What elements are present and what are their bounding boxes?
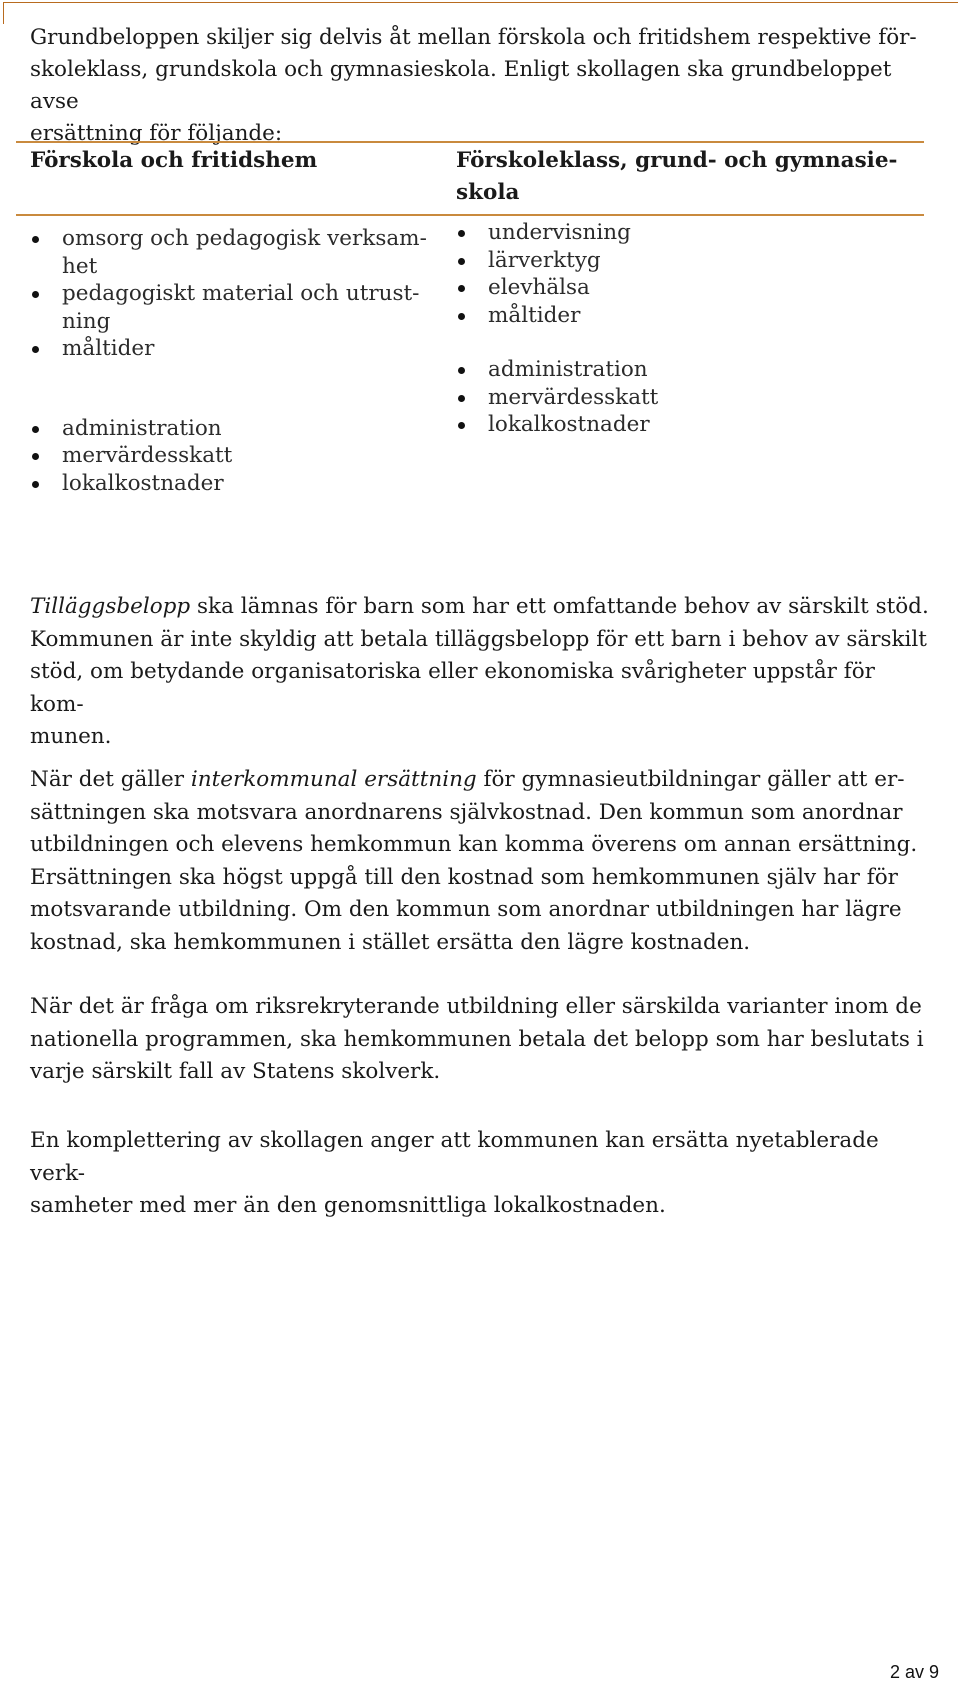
list-item: lärverktyg: [456, 247, 896, 275]
page-number: 2 av 9: [889, 1662, 939, 1682]
list-item: lokalkostnader: [456, 411, 896, 439]
right-heading-line: skola: [456, 180, 520, 205]
list-item: undervisning: [456, 219, 896, 247]
paragraph-tillaggsbelopp: Tilläggsbelopp ska lämnas för barn som har ett omfattande behov av särskilt stöd. Kommunen är inte skyldig att betala tilläggsbelopp för ett barn i behov av särskilt stöd, om betydande organisatoriska eller ekonomiska svårigheter uppstår för kom- munen.: [30, 594, 929, 749]
paragraph-interkommunal: När det gäller interkommunal ersättning för gymnasieutbildningar gäller att er- sättningen ska motsvara anordnarens självkostnad. Den kommun som anordnar utbildningen och elevens hemkommun kan komma överens om annan ersättning. Ersättningen ska högst uppgå till den kostnad som hemkommunen själv har för motsvarande utbildning. Om den kommun som anordnar utbildningen har lägre kostnad, ska hemkommunen i stället ersätta den lägre kostnaden.: [30, 767, 918, 955]
intro-block: [30, 22, 930, 150]
term-interkommunal: interkommunal ersättning: [190, 767, 477, 792]
intro-line: skoleklass, grundskola och gymnasieskola. Enligt skollagen ska grundbeloppet avse: [30, 57, 892, 114]
list-item: pedagogiskt material och utrust- ning: [30, 280, 430, 335]
list-item: lokalkostnader: [30, 470, 430, 498]
table-top-rule: [16, 141, 924, 143]
list-item: elevhälsa: [456, 274, 896, 302]
corner-mark-left: [3, 2, 4, 24]
list-item: måltider: [30, 335, 430, 363]
list-item: administration: [30, 415, 430, 443]
intro-line: Grundbeloppen skiljer sig delvis åt mellan förskola och fritidshem respektive för-: [30, 25, 917, 50]
intro-paragraph: [30, 22, 930, 150]
right-heading-line: Förskoleklass, grund- och gymnasie-: [456, 148, 898, 173]
list-item: mervärdesskatt: [456, 384, 896, 412]
paragraph-riksrekryterande: När det är fråga om riksrekryterande utbildning eller särskilda varianter inom de nationella programmen, ska hemkommunen betala det belopp som har beslutats i varje särskilt fall av Statens skolverk.: [30, 994, 924, 1084]
corner-mark-top: [3, 2, 958, 3]
list-item: omsorg och pedagogisk verksam- het: [30, 225, 430, 280]
intro-line: ersättning för följande:: [30, 121, 283, 146]
term-tillaggsbelopp: Tilläggsbelopp: [30, 594, 191, 619]
left-column-list: [30, 225, 430, 497]
right-column-heading: [456, 145, 926, 209]
right-column-list: [456, 219, 896, 439]
table-header-rule: [16, 214, 924, 216]
left-column-heading: Förskola och fritidshem: [30, 148, 318, 173]
list-item: måltider: [456, 302, 896, 330]
list-item: mervärdesskatt: [30, 442, 430, 470]
list-item: administration: [456, 356, 896, 384]
paragraph-komplettering: En komplettering av skollagen anger att kommunen kan ersätta nyetablerade verk- samheter med mer än den genomsnittliga lokalkostnaden.: [30, 1128, 879, 1218]
